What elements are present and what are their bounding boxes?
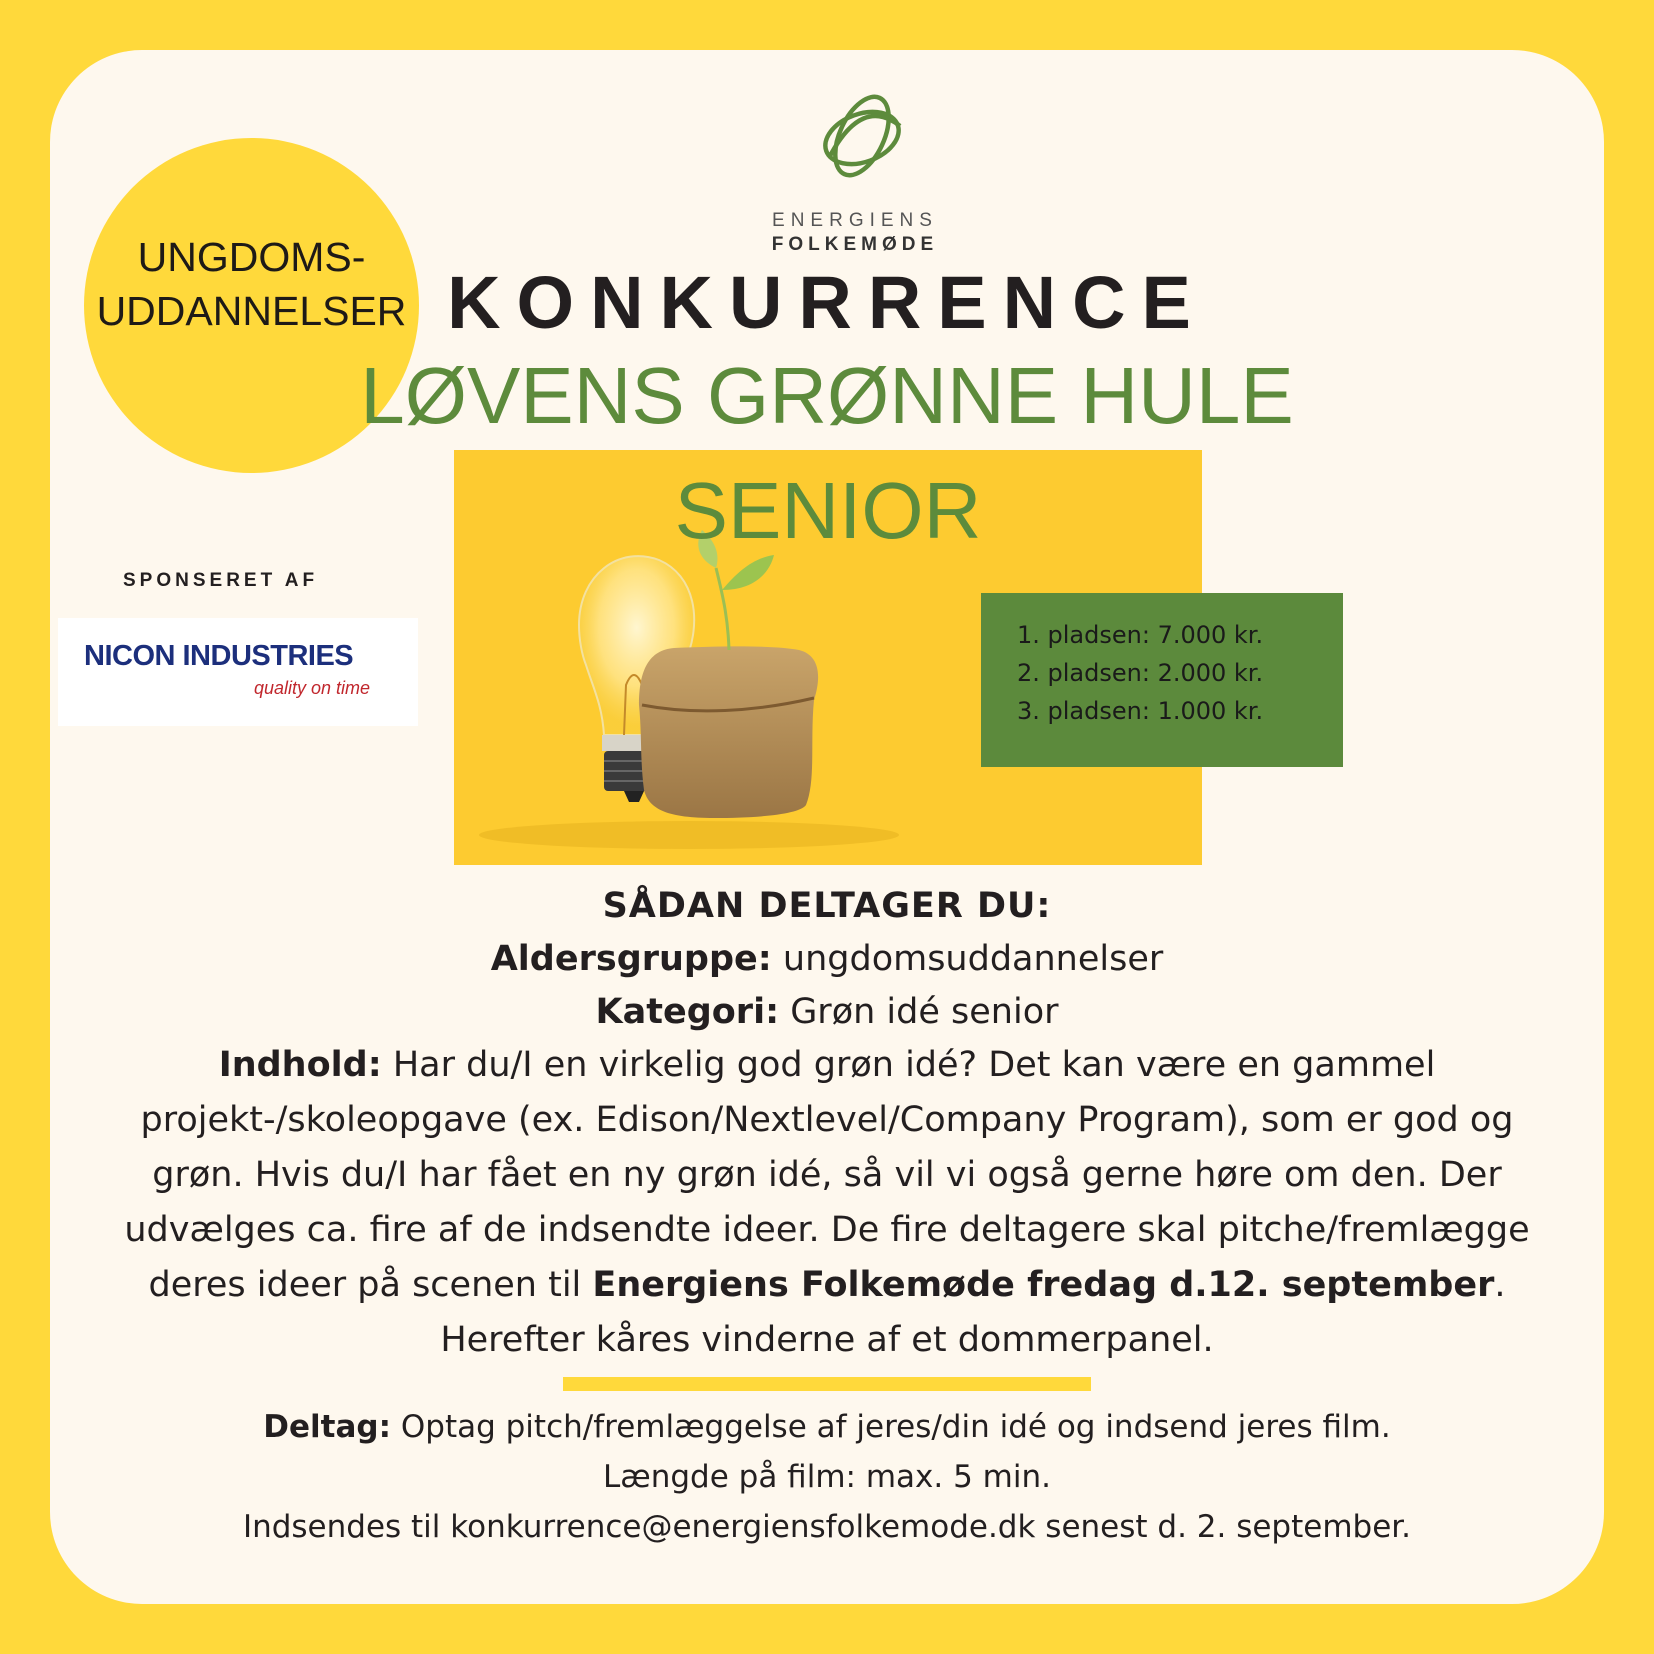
page-title: KONKURRENCE: [447, 261, 1207, 344]
age-group-label: Aldersgruppe:: [490, 939, 772, 979]
age-group-value: ungdomsuddannelser: [771, 939, 1164, 979]
join-instructions: [50, 1402, 1604, 1452]
poster-card: [50, 50, 1604, 1604]
content-event: Energiens Folkemøde fredag d.12. september: [592, 1265, 1495, 1305]
sponsor-label: SPONSERET AF: [123, 570, 319, 591]
badge-line-2: UDDANNELSER: [96, 288, 407, 334]
how-heading: SÅDAN DELTAGER DU:: [602, 886, 1052, 926]
content-label: Indhold:: [218, 1045, 382, 1085]
content-text: Har du/I en virkelig god grøn idé? Det kan være en gammel projekt-/skoleopgave (ex. Edison/Nextlevel/Company Program), som er god og grøn. Hvis du/I har fået en ny grøn idé, så vil vi også gerne høre om den. Der udvælges ca. fire af de indsendte ideer. De fire deltagere skal pitche/fremlægge deres ideer på scenen til: [124, 1045, 1530, 1305]
prize-3: 3. pladsen: 1.000 kr.: [1017, 697, 1264, 725]
sponsor-logo: [58, 618, 418, 726]
category-value: Grøn idé senior: [779, 992, 1059, 1032]
category: [50, 985, 1604, 1040]
logo-text-line-1: ENERGIENS: [772, 210, 938, 231]
join-text: Optag pitch/fremlæggelse af jeres/din idé og indsend jeres film.: [391, 1409, 1391, 1445]
age-group: [50, 932, 1604, 987]
prize-2: 2. pladsen: 2.000 kr.: [1017, 659, 1264, 687]
sponsor-tagline: quality on time: [254, 678, 371, 698]
submission-info: Indsendes til konkurrence@energiensfolkemode.dk senest d. 2. september.: [242, 1509, 1412, 1545]
category-heading: SENIOR: [674, 466, 982, 555]
badge-line-1: UNGDOMS-: [137, 234, 366, 280]
join-label: Deltag:: [263, 1409, 392, 1445]
energiens-folkemode-logo: [740, 84, 940, 274]
content-paragraph: [90, 1038, 1564, 1368]
sponsor-name: NICON INDUSTRIES: [84, 640, 354, 672]
prizes-box: [981, 593, 1343, 767]
content-end: . Herefter kåres vinderne af et dommerpanel.: [440, 1265, 1506, 1360]
divider: [563, 1377, 1091, 1391]
logo-text-line-2: FOLKEMØDE: [771, 234, 939, 255]
prize-1: 1. pladsen: 7.000 kr.: [1017, 621, 1264, 649]
competition-name: LØVENS GRØNNE HULE: [360, 351, 1294, 440]
film-length: Længde på film: max. 5 min.: [603, 1459, 1051, 1495]
category-label: Kategori:: [595, 992, 780, 1032]
globe-orbit-icon: [812, 86, 912, 186]
